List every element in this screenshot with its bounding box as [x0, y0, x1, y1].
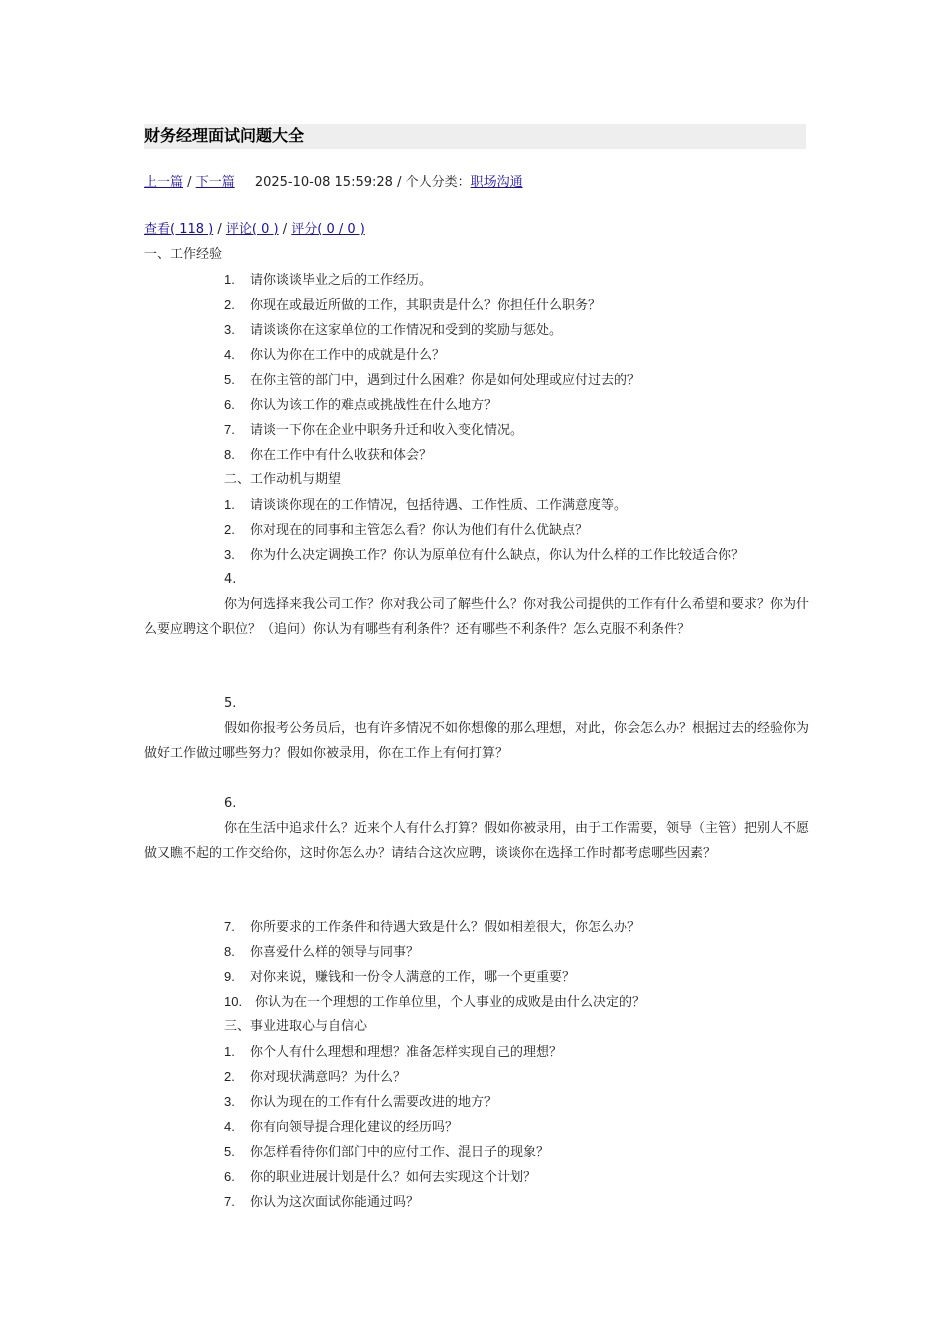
item-text: 你个人有什么理想和理想？准备怎样实现自己的理想？ [250, 1045, 563, 1060]
stats-separator: / [217, 222, 222, 237]
next-article-link[interactable]: 下一篇 [195, 175, 235, 190]
item-text: 请你谈谈毕业之后的工作经历。 [250, 273, 433, 288]
item-number: 1. [224, 1044, 235, 1059]
list-item [224, 1068, 406, 1087]
list-item [224, 321, 562, 340]
item-number: 10. [224, 994, 243, 1009]
list-item [224, 496, 627, 515]
comments-link[interactable]: 评论( 0 ) [225, 222, 279, 237]
list-item [224, 371, 640, 390]
item-number: 3. [224, 547, 235, 562]
item-number: 9. [224, 969, 235, 984]
item-text: 你认为该工作的难点或挑战性在什么地方？ [250, 398, 498, 413]
prev-article-link[interactable]: 上一篇 [144, 175, 184, 190]
item-text: 你现在或最近所做的工作，其职责是什么？你担任什么职务？ [250, 298, 602, 313]
item-text: 你在生活中追求什么？近来个人有什么打算？假如你被录用，由于工作需要，领导（主管）把别人不愿做又瞧不起的工作交给你，这时你怎么办？请结合这次应聘，谈谈你在选择工作时都考虑哪些因素？ [144, 821, 810, 861]
item-number: 1. [224, 497, 235, 512]
item-text: 你认为你在工作中的成就是什么？ [250, 348, 446, 363]
section-heading: 三、事业进取心与自信心 [224, 1019, 368, 1034]
item-text: 请谈谈你在这家单位的工作情况和受到的奖励与惩处。 [250, 323, 563, 338]
item-number: 2. [224, 1069, 235, 1084]
item-number: 5. [224, 1144, 235, 1159]
item-number: 3. [224, 1094, 235, 1109]
item-number: 5. [224, 372, 235, 387]
list-item [224, 396, 497, 415]
item-text: 你对现状满意吗？为什么？ [250, 1070, 407, 1085]
section-heading: 一、工作经验 [144, 247, 223, 262]
item-text: 在你主管的部门中，遇到过什么困难？你是如何处理或应付过去的？ [250, 373, 641, 388]
item-text: 你为何选择来我公司工作？你对我公司了解些什么？你对我公司提供的工作有什么希望和要求？你为什么要应聘这个职位？（追问）你认为有哪些有利条件？还有哪些不利条件？怎么克服不利条件？ [144, 597, 810, 637]
item-number: 4. [224, 572, 237, 587]
item-text: 你有向领导提合理化建议的经历吗？ [250, 1120, 459, 1135]
article-meta [144, 174, 523, 192]
item-text: 你所要求的工作条件和待遇大致是什么？假如相差很大，你怎么办？ [250, 920, 641, 935]
list-item [224, 1193, 419, 1212]
item-number: 6. [224, 1169, 235, 1184]
list-item [224, 271, 432, 290]
list-item [224, 521, 588, 540]
item-number: 8. [224, 447, 235, 462]
item-text: 你怎样看待你们部门中的应付工作、混日子的现象？ [250, 1145, 550, 1160]
item-text: 假如你报考公务员后，也有许多情况不如你想像的那么理想，对此，你会怎么办？根据过去的经验你为做好工作做过哪些努力？假如你被录用，你在工作上有何打算？ [144, 721, 810, 761]
item-number: 4. [224, 1119, 235, 1134]
list-item [224, 1043, 562, 1062]
item-number: 1. [224, 272, 235, 287]
list-item [224, 1168, 536, 1187]
item-text: 你认为在一个理想的工作单位里，个人事业的成败是由什么决定的？ [255, 995, 646, 1010]
nav-separator: / [187, 175, 192, 190]
list-item [224, 1143, 549, 1162]
item-text: 你的职业进展计划是什么？如何去实现这个计划？ [250, 1170, 537, 1185]
list-item [224, 1118, 458, 1137]
item-text: 你在工作中有什么收获和体会？ [250, 448, 433, 463]
item-number: 7. [224, 919, 235, 934]
page-title: 财务经理面试问题大全 [144, 126, 305, 145]
list-item [224, 421, 523, 440]
item-text: 你认为现在的工作有什么需要改进的地方？ [250, 1095, 498, 1110]
list-item [224, 346, 445, 365]
list-item [224, 993, 645, 1012]
item-number: 2. [224, 297, 235, 312]
category-prefix: / 个人分类： [397, 175, 471, 190]
item-text: 你认为这次面试你能通过吗？ [250, 1195, 420, 1210]
item-number: 6. [224, 796, 237, 811]
item-text: 你对现在的同事和主管怎么看？你认为他们有什么优缺点？ [250, 523, 589, 538]
item-number: 3. [224, 322, 235, 337]
list-item [224, 546, 744, 565]
item-text: 请谈谈你现在的工作情况，包括待遇、工作性质、工作满意度等。 [250, 498, 628, 513]
item-number: 2. [224, 522, 235, 537]
list-item [224, 446, 432, 465]
stats-separator: / [282, 222, 288, 237]
item-text: 你为什么决定调换工作？你认为原单位有什么缺点，你认为什么样的工作比较适合你？ [250, 548, 745, 563]
list-item [224, 943, 419, 962]
list-item [224, 968, 575, 987]
rating-link[interactable]: 评分( 0 / 0 ) [291, 222, 365, 237]
section-heading: 二、工作动机与期望 [224, 472, 342, 487]
item-number: 4. [224, 347, 235, 362]
list-item [224, 918, 640, 937]
timestamp: 2025-10-08 15:59:28 [254, 175, 393, 190]
item-number: 7. [224, 422, 235, 437]
item-number: 7. [224, 1194, 235, 1209]
list-item [224, 296, 601, 315]
list-item [224, 1093, 497, 1112]
item-text: 请谈一下你在企业中职务升迁和收入变化情况。 [250, 423, 524, 438]
views-link[interactable]: 查看( 118 ) [144, 222, 214, 237]
item-number: 5. [224, 696, 237, 711]
item-number: 8. [224, 944, 235, 959]
item-number: 6. [224, 397, 235, 412]
item-text: 你喜爱什么样的领导与同事？ [250, 945, 420, 960]
article-stats [144, 221, 365, 239]
item-text: 对你来说，赚钱和一份令人满意的工作，哪一个更重要？ [250, 970, 576, 985]
category-link[interactable]: 职场沟通 [470, 175, 523, 190]
